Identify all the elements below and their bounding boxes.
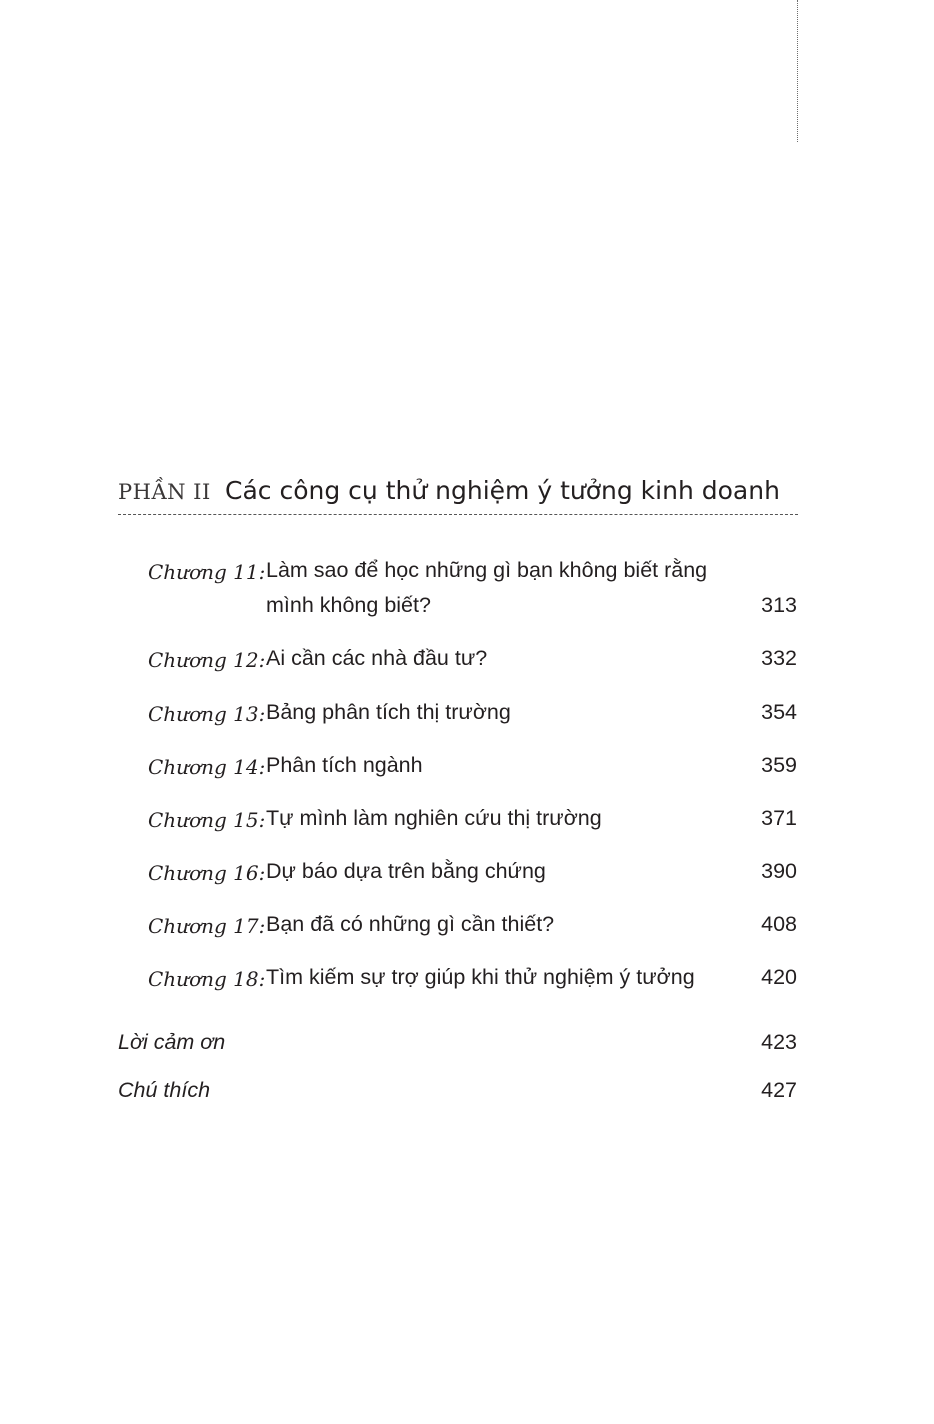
- page-number: 427: [761, 1078, 797, 1102]
- page-number: 332: [761, 646, 797, 670]
- toc-entry-chapter-12[interactable]: [0, 646, 934, 676]
- chapter-number: Chương 16:: [148, 861, 266, 885]
- chapter-number: Chương 17:: [148, 914, 266, 938]
- chapter-title: Ai cần các nhà đầu tư?: [266, 646, 488, 670]
- chapter-number: Chương 14:: [148, 755, 266, 779]
- toc-entry-chapter-18[interactable]: [0, 965, 934, 995]
- page-number: 423: [761, 1030, 797, 1054]
- chapter-number: Chương 15:: [148, 808, 266, 832]
- page-number: 371: [761, 806, 797, 830]
- page-number: 359: [761, 753, 797, 777]
- toc-entry-chapter-11[interactable]: [0, 558, 934, 622]
- toc-entry-acknowledgements[interactable]: [0, 1030, 934, 1060]
- chapter-number: Chương 18:: [148, 967, 266, 991]
- chapter-number: Chương 13:: [148, 702, 266, 726]
- part-heading: [118, 474, 798, 515]
- page-number: 420: [761, 965, 797, 989]
- page-number: 354: [761, 700, 797, 724]
- chapter-number: Chương 11:: [148, 560, 266, 584]
- chapter-title: Phân tích ngành: [266, 753, 423, 777]
- toc-entry-chapter-14[interactable]: [0, 753, 934, 783]
- back-matter-title: Chú thích: [118, 1078, 211, 1102]
- chapter-title: Bạn đã có những gì cần thiết?: [266, 912, 555, 936]
- toc-entry-chapter-17[interactable]: [0, 912, 934, 942]
- chapter-title: Bảng phân tích thị trường: [266, 700, 511, 724]
- part-label: PHẦN II: [118, 480, 211, 504]
- toc-entry-chapter-16[interactable]: [0, 859, 934, 889]
- toc-entry-notes[interactable]: [0, 1078, 934, 1108]
- toc-entry-chapter-13[interactable]: [0, 700, 934, 730]
- page-number: 390: [761, 859, 797, 883]
- chapter-title: Tìm kiếm sự trợ giúp khi thử nghiệm ý tưởng: [266, 965, 695, 989]
- chapter-title-line-1: Làm sao để học những gì bạn không biết rằng: [266, 558, 708, 582]
- chapter-title: Tự mình làm nghiên cứu thị trường: [266, 806, 602, 830]
- part-title: Các công cụ thử nghiệm ý tưởng kinh doanh: [225, 476, 780, 505]
- toc-entry-chapter-15[interactable]: [0, 806, 934, 836]
- chapter-title-line-2: mình không biết?: [266, 593, 431, 617]
- dotted-edge-rule: [797, 0, 798, 142]
- chapter-number: Chương 12:: [148, 648, 266, 672]
- back-matter-title: Lời cảm ơn: [118, 1030, 226, 1054]
- page-number: 408: [761, 912, 797, 936]
- chapter-title: Dự báo dựa trên bằng chứng: [266, 859, 546, 883]
- page-number: 313: [761, 593, 797, 617]
